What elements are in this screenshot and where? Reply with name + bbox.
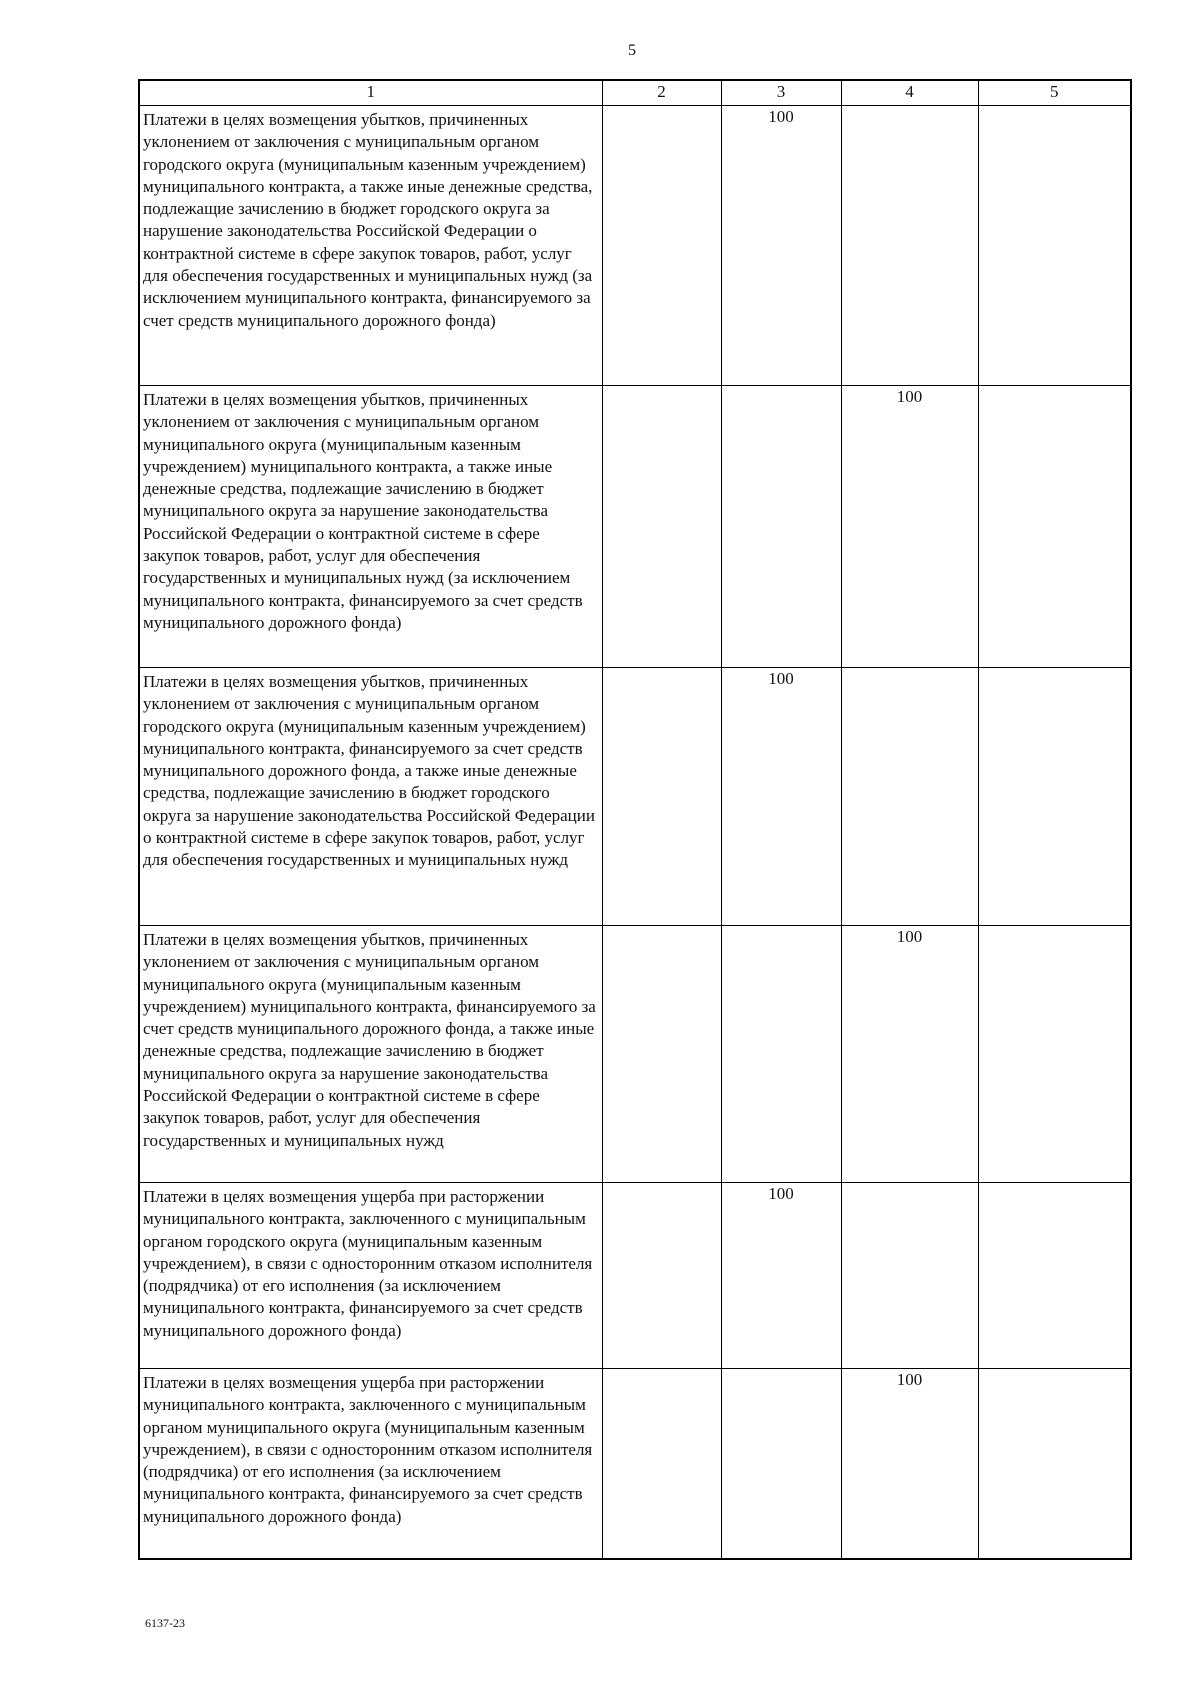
row-col-2-value	[602, 1369, 721, 1559]
row-col-4-value: 100	[841, 926, 978, 1183]
row-col-2-value	[602, 386, 721, 668]
table-row	[139, 1369, 1131, 1559]
document-code: 6137-23	[145, 1616, 185, 1630]
row-col-4-value	[841, 1183, 978, 1369]
row-description: Платежи в целях возмещения ущерба при расторжении муниципального контракта, заключенного с муниципальным органом городского округа (муниципальным казенным учреждением), в связи с односторонним отказом исполнителя (подрядчика) от его исполнения (за исключением муниципального контракта, финансируемого за счет средств муниципального дорожного фонда)	[139, 1183, 602, 1369]
row-col-4-value	[841, 668, 978, 926]
row-col-2-value	[602, 106, 721, 386]
row-col-3-value: 100	[721, 668, 841, 926]
row-col-5-value	[978, 926, 1131, 1183]
row-col-5-value	[978, 386, 1131, 668]
header-col-1: 1	[139, 80, 602, 106]
header-col-5: 5	[978, 80, 1131, 106]
row-col-4-value: 100	[841, 386, 978, 668]
row-col-3-value	[721, 926, 841, 1183]
table-row	[139, 1183, 1131, 1369]
row-col-2-value	[602, 1183, 721, 1369]
header-row	[139, 80, 1131, 106]
page-number: 5	[628, 42, 636, 59]
header-col-3: 3	[721, 80, 841, 106]
table-row	[139, 668, 1131, 926]
row-col-4-value	[841, 106, 978, 386]
row-col-5-value	[978, 1183, 1131, 1369]
row-col-3-value	[721, 386, 841, 668]
row-col-5-value	[978, 1369, 1131, 1559]
row-col-3-value	[721, 1369, 841, 1559]
row-description: Платежи в целях возмещения ущерба при расторжении муниципального контракта, заключенного с муниципальным органом муниципального округа (муниципальным казенным учреждением), в связи с односторонним отказом исполнителя (подрядчика) от его исполнения (за исключением муниципального контракта, финансируемого за счет средств муниципального дорожного фонда)	[139, 1369, 602, 1559]
row-description: Платежи в целях возмещения убытков, причиненных уклонением от заключения с муниципальным органом городского округа (муниципальным казенным учреждением) муниципального контракта, а также иные денежные средства, подлежащие зачислению в бюджет городского округа за нарушение законодательства Российской Федерации о контрактной системе в сфере закупок товаров, работ, услуг для обеспечения государственных и муниципальных нужд (за исключением муниципального контракта, финансируемого за счет средств муниципального дорожного фонда)	[139, 106, 602, 386]
row-col-5-value	[978, 106, 1131, 386]
row-description: Платежи в целях возмещения убытков, причиненных уклонением от заключения с муниципальным органом муниципального округа (муниципальным казенным учреждением) муниципального контракта, а также иные денежные средства, подлежащие зачислению в бюджет муниципального округа за нарушение законодательства Российской Федерации о контрактной системе в сфере закупок товаров, работ, услуг для обеспечения государственных и муниципальных нужд (за исключением муниципального контракта, финансируемого за счет средств муниципального дорожного фонда)	[139, 386, 602, 668]
row-col-3-value: 100	[721, 106, 841, 386]
row-col-2-value	[602, 668, 721, 926]
table-row	[139, 386, 1131, 668]
row-col-4-value: 100	[841, 1369, 978, 1559]
header-col-4: 4	[841, 80, 978, 106]
row-col-2-value	[602, 926, 721, 1183]
table-row	[139, 926, 1131, 1183]
row-description: Платежи в целях возмещения убытков, причиненных уклонением от заключения с муниципальным органом городского округа (муниципальным казенным учреждением) муниципального контракта, финансируемого за счет средств муниципального дорожного фонда, а также иные денежные средства, подлежащие зачислению в бюджет городского округа за нарушение законодательства Российской Федерации о контрактной системе в сфере закупок товаров, работ, услуг для обеспечения государственных и муниципальных нужд	[139, 668, 602, 926]
table-row	[139, 106, 1131, 386]
distribution-table	[138, 79, 1132, 1560]
row-description: Платежи в целях возмещения убытков, причиненных уклонением от заключения с муниципальным органом муниципального округа (муниципальным казенным учреждением) муниципального контракта, финансируемого за счет средств муниципального дорожного фонда, а также иные денежные средства, подлежащие зачислению в бюджет муниципального округа за нарушение законодательства Российской Федерации о контрактной системе в сфере закупок товаров, работ, услуг для обеспечения государственных и муниципальных нужд	[139, 926, 602, 1183]
row-col-3-value: 100	[721, 1183, 841, 1369]
header-col-2: 2	[602, 80, 721, 106]
row-col-5-value	[978, 668, 1131, 926]
